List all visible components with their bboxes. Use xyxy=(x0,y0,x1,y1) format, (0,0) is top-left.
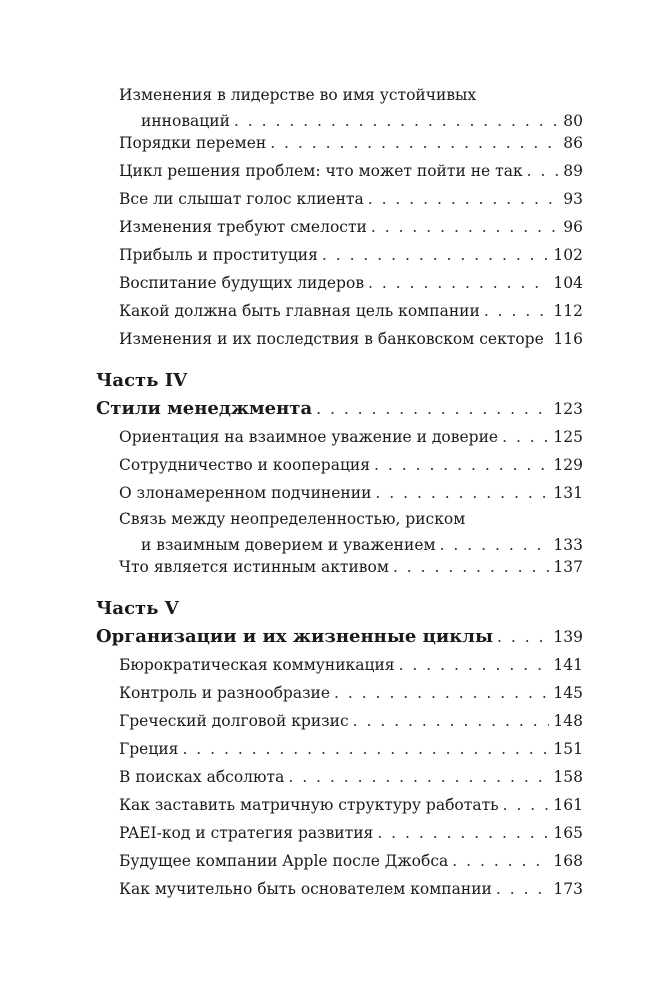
toc-entry xyxy=(119,848,583,874)
toc-page-number: 148 xyxy=(553,712,583,730)
toc-entry-title: Греция xyxy=(119,740,179,758)
toc-page-number: 141 xyxy=(553,656,583,674)
toc-entry-title: Цикл решения проблем: что может пойти не так xyxy=(119,162,523,180)
toc-entry-title: Что является истинным активом xyxy=(119,558,389,576)
toc-entry-title: Будущее компании Apple после Джобса xyxy=(119,852,449,870)
toc-entry-title: В поисках абсолюта xyxy=(119,768,285,786)
part-title: Организации и их жизненные циклы xyxy=(96,626,494,647)
toc-page-number: 86 xyxy=(563,134,583,152)
toc-entry xyxy=(119,298,583,324)
toc-entry xyxy=(119,130,583,156)
toc-entry-title: Воспитание будущих лидеров xyxy=(119,274,365,292)
toc-leader-dots xyxy=(503,792,550,818)
toc-page-number: 104 xyxy=(553,274,583,292)
toc-entry-title: инноваций xyxy=(141,112,230,130)
toc-entry-title: Прибыль и проституция xyxy=(119,246,318,264)
toc-entry-title: Какой должна быть главная цель компании xyxy=(119,302,480,320)
toc-entry xyxy=(119,270,583,296)
toc-entry xyxy=(119,554,583,580)
toc-page-number: 125 xyxy=(553,428,583,446)
toc-page-number: 129 xyxy=(553,456,583,474)
toc-entry xyxy=(119,876,583,902)
toc-page-number: 116 xyxy=(553,330,583,348)
toc-page-number: 133 xyxy=(553,536,583,554)
toc-page-number: 80 xyxy=(563,112,583,130)
toc-page-number: 139 xyxy=(553,628,583,646)
toc-page-number: 158 xyxy=(553,768,583,786)
part-title-entry xyxy=(96,396,583,422)
toc-leader-dots xyxy=(334,680,549,706)
toc-leader-dots xyxy=(548,326,550,352)
toc-leader-dots xyxy=(399,652,550,678)
toc-entry-title: Изменения требуют смелости xyxy=(119,218,367,236)
toc-entry xyxy=(119,652,583,678)
toc-entry xyxy=(119,158,583,184)
toc-leader-dots xyxy=(452,848,549,874)
toc-entry xyxy=(119,242,583,268)
toc-leader-dots xyxy=(288,764,549,790)
toc-entry xyxy=(119,506,583,558)
part-title: Стили менеджмента xyxy=(96,398,313,419)
toc-entry xyxy=(119,82,583,134)
toc-leader-dots xyxy=(182,736,549,762)
toc-entry-title: Все ли слышат голос клиента xyxy=(119,190,364,208)
part-label: Часть IV xyxy=(96,370,188,391)
toc-leader-dots xyxy=(502,424,549,450)
toc-entry xyxy=(119,424,583,450)
toc-leader-dots xyxy=(353,708,550,734)
toc-leader-dots xyxy=(527,158,560,184)
toc-entry-title: Как заставить матричную структуру работать xyxy=(119,796,499,814)
toc-page-number: 145 xyxy=(553,684,583,702)
toc-entry xyxy=(119,214,583,240)
toc-page-number: 93 xyxy=(563,190,583,208)
toc-page-number: 173 xyxy=(553,880,583,898)
toc-entry-title-line1: Изменения в лидерстве во имя устойчивых xyxy=(119,86,477,104)
toc-entry xyxy=(119,480,583,506)
toc-leader-dots xyxy=(377,820,549,846)
toc-entry-title-line1: Связь между неопределенностью, риском xyxy=(119,510,466,528)
toc-leader-dots xyxy=(322,242,550,268)
toc-entry-title: Изменения и их последствия в банковском секторе xyxy=(119,330,544,348)
toc-page-number: 161 xyxy=(553,796,583,814)
toc-page-number: 151 xyxy=(553,740,583,758)
toc-entry-title: Как мучительно быть основателем компании xyxy=(119,880,492,898)
toc-entry-title: PAEI-код и стратегия развития xyxy=(119,824,374,842)
toc-entry xyxy=(119,326,583,352)
toc-entry xyxy=(119,452,583,478)
toc-entry xyxy=(119,186,583,212)
toc-entry xyxy=(119,736,583,762)
toc-entry-title: Контроль и разнообразие xyxy=(119,684,331,702)
toc-entry xyxy=(119,820,583,846)
toc-leader-dots xyxy=(496,876,550,902)
toc-page-number: 112 xyxy=(553,302,583,320)
toc-leader-dots xyxy=(497,624,549,650)
toc-entry-title: Греческий долговой кризис xyxy=(119,712,349,730)
toc-page-number: 131 xyxy=(553,484,583,502)
toc-page-number: 165 xyxy=(553,824,583,842)
toc-page-number: 168 xyxy=(553,852,583,870)
toc-entry-title: Сотрудничество и кооперация xyxy=(119,456,371,474)
toc-entry xyxy=(119,764,583,790)
toc-entry xyxy=(119,708,583,734)
toc-entry-title: О злонамеренном подчинении xyxy=(119,484,372,502)
toc-entry xyxy=(119,792,583,818)
toc-page-number: 137 xyxy=(553,558,583,576)
part-label: Часть V xyxy=(96,598,179,619)
toc-page-number: 96 xyxy=(563,218,583,236)
toc-entry xyxy=(119,680,583,706)
toc-leader-dots xyxy=(375,480,549,506)
toc-entry-title: Ориентация на взаимное уважение и доверие xyxy=(119,428,499,446)
toc-entry-title: Порядки перемен xyxy=(119,134,267,152)
toc-leader-dots xyxy=(393,554,549,580)
toc-leader-dots xyxy=(371,214,559,240)
toc-page-number: 102 xyxy=(553,246,583,264)
toc-leader-dots xyxy=(374,452,549,478)
toc-leader-dots xyxy=(368,270,549,296)
toc-leader-dots xyxy=(316,396,549,422)
toc-entry-title: и взаимным доверием и уважением xyxy=(141,536,436,554)
toc-page-number: 89 xyxy=(563,162,583,180)
toc-leader-dots xyxy=(270,130,559,156)
toc-leader-dots xyxy=(368,186,560,212)
part-title-entry xyxy=(96,624,583,650)
toc-leader-dots xyxy=(484,298,550,324)
toc-page-number: 123 xyxy=(553,400,583,418)
toc-entry-title: Бюрократическая коммуникация xyxy=(119,656,395,674)
